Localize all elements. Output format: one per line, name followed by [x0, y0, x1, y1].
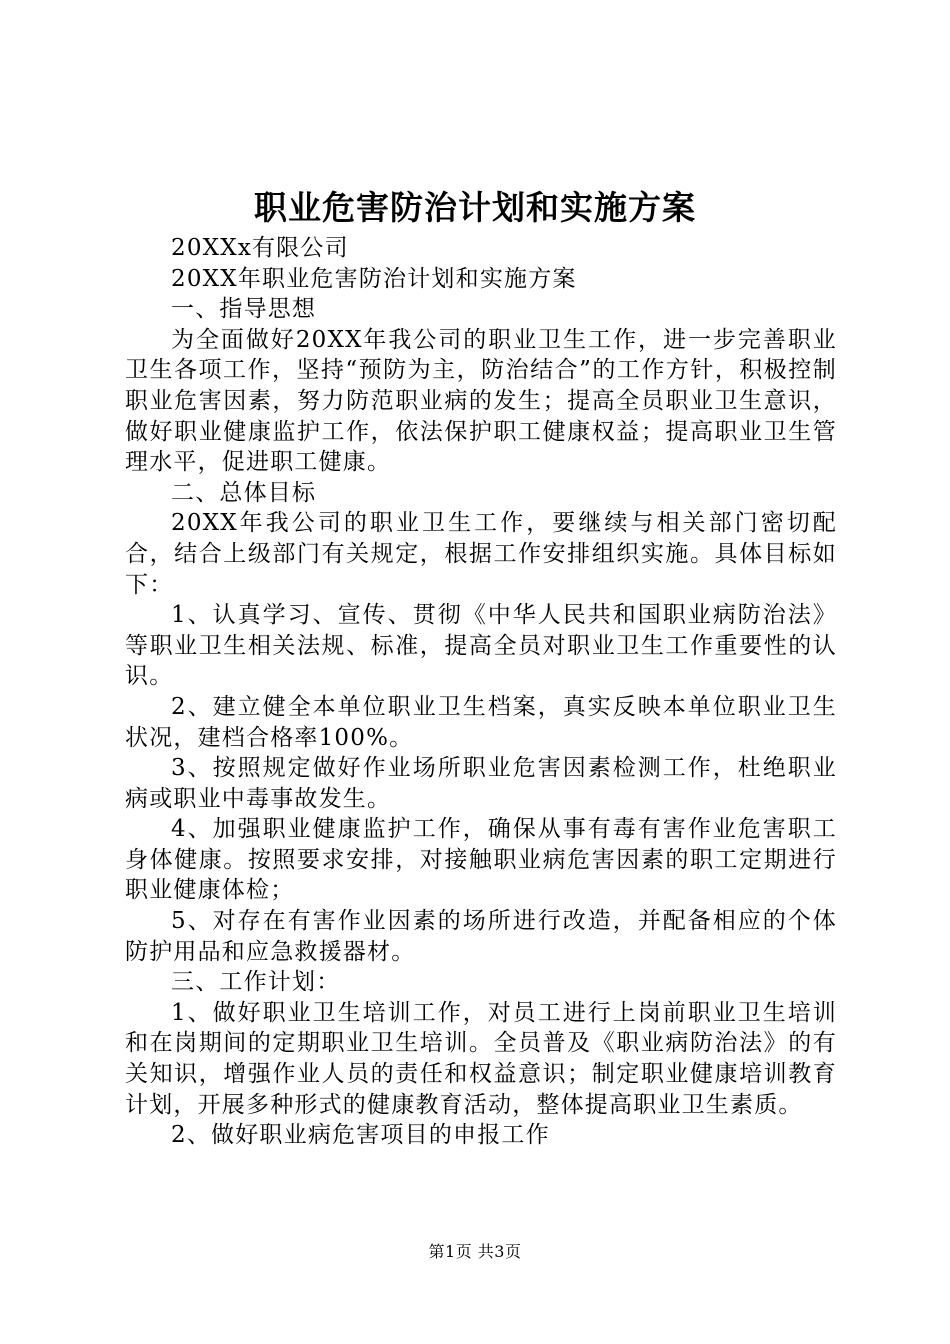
section-heading-overall-goal: 二、总体目标: [171, 479, 317, 506]
plan-item-2: 2、做好职业病危害项目的申报工作: [171, 1122, 550, 1149]
goal-item-2: 2、建立健全本单位职业卫生档案，真实反映本单位职业卫生状况，建档合格率100%。: [125, 693, 837, 751]
plan-subtitle: 20XX年职业危害防治计划和实施方案: [171, 265, 577, 292]
goal-item-5: 5、对存在有害作业因素的场所进行改造，并配备相应的个体防护用品和应急救援器材。: [125, 908, 837, 965]
paragraph-guiding-thought: 为全面做好20XX年我公司的职业卫生工作，进一步完善职业卫生各项工作，坚持“预防为主，防治结合”的工作方针，积极控制职业危害因素，努力防范职业病的发生；提高全员职业卫生意识，做好职业健康监护工作，依法保护职工健康权益；提高职业卫生管理水平，促进职工健康。: [125, 326, 837, 476]
company-name: 20XXx有限公司: [171, 235, 349, 261]
goal-item-4: 4、加强职业健康监护工作，确保从事有毒有害作业危害职工身体健康。按照要求安排，对接触职业病危害因素的职工定期进行职业健康体检；: [125, 816, 837, 904]
paragraph-overall-goal: 20XX年我公司的职业卫生工作，要继续与相关部门密切配合，结合上级部门有关规定，根据工作安排组织实施。具体目标如下：: [125, 510, 837, 598]
goal-item-1: 1、认真学习、宣传、贯彻《中华人民共和国职业病防治法》等职业卫生相关法规、标准，提高全员对职业卫生工作重要性的认识。: [125, 602, 837, 690]
section-heading-guiding-thought: 一、指导思想: [171, 296, 317, 323]
page-number-footer: 第1页 共3页: [428, 1242, 522, 1261]
section-heading-work-plan: 三、工作计划：: [171, 969, 341, 996]
document-body: [125, 233, 837, 1151]
plan-item-1: 1、做好职业卫生培训工作，对员工进行上岗前职业卫生培训和在岗期间的定期职业卫生培训。全员普及《职业病防治法》的有关知识，增强作业人员的责任和权益意识；制定职业健康培训教育计划，开展多种形式的健康教育活动，整体提高职业卫生素质。: [125, 999, 837, 1118]
document-title: 职业危害防治计划和实施方案: [254, 188, 696, 227]
goal-item-3: 3、按照规定做好作业场所职业危害因素检测工作，杜绝职业病或职业中毒事故发生。: [125, 755, 837, 812]
